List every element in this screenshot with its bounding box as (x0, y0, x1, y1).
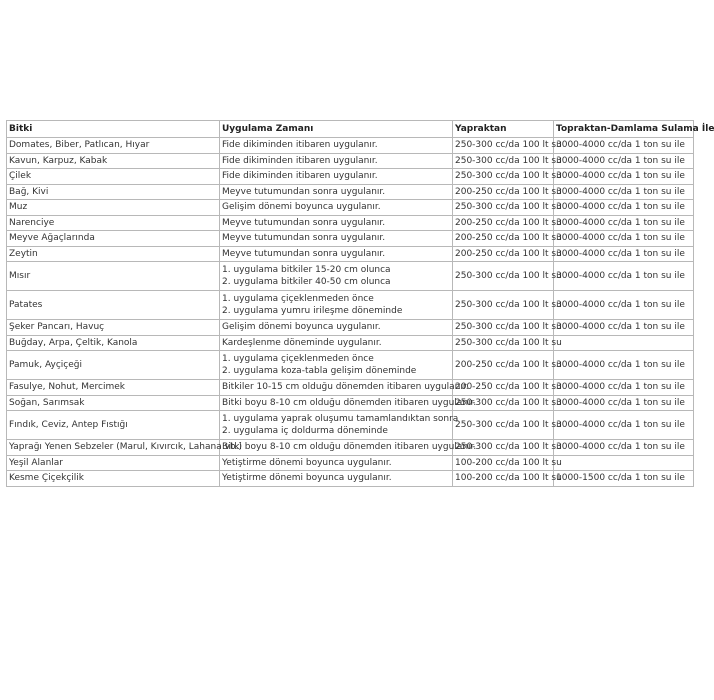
cell-yapraktan: 250-300 cc/da 100 lt su (453, 153, 554, 169)
cell-uygulama-zamani (220, 231, 453, 247)
table-row (7, 262, 694, 291)
cell-uygulama-zamani (220, 455, 453, 471)
cell-topraktan: 3000-4000 cc/da 1 ton su ile (554, 291, 694, 320)
table-row (7, 455, 694, 471)
cell-uygulama-zamani-line: 2. uygulama iç doldurma döneminde (222, 426, 388, 436)
cell-yapraktan: 250-300 cc/da 100 lt su (453, 320, 554, 336)
cell-topraktan: 3000-4000 cc/da 1 ton su ile (554, 440, 694, 456)
cell-topraktan: 3000-4000 cc/da 1 ton su ile (554, 380, 694, 396)
cell-topraktan (554, 335, 694, 351)
cell-bitki: Fasulye, Nohut, Mercimek (7, 380, 220, 396)
cell-topraktan: 3000-4000 cc/da 1 ton su ile (554, 169, 694, 185)
cell-bitki: Muz (7, 200, 220, 216)
cell-uygulama-zamani-line: Fide dikiminden itibaren uygulanır. (222, 155, 378, 166)
cell-yapraktan: 200-250 cc/da 100 lt su (453, 380, 554, 396)
cell-uygulama-zamani (220, 169, 453, 185)
cell-uygulama-zamani-line: Yetiştirme dönemi boyunca uygulanır. (222, 473, 392, 484)
header-yapraktan: Yapraktan (453, 121, 554, 138)
cell-yapraktan: 250-300 cc/da 100 lt su (453, 200, 554, 216)
cell-topraktan: 3000-4000 cc/da 1 ton su ile (554, 246, 694, 262)
cell-yapraktan: 200-250 cc/da 100 lt su (453, 231, 554, 247)
cell-uygulama-zamani-line: 2. uygulama koza-tabla gelişim döneminde (222, 366, 417, 376)
cell-uygulama-zamani-line: Fide dikiminden itibaren uygulanır. (222, 171, 378, 182)
table-row (7, 411, 694, 440)
cell-topraktan: 3000-4000 cc/da 1 ton su ile (554, 231, 694, 247)
cell-uygulama-zamani (220, 320, 453, 336)
cell-bitki: Bağ, Kivi (7, 184, 220, 200)
cell-yapraktan: 100-200 cc/da 100 lt su (453, 455, 554, 471)
cell-uygulama-zamani-line: Bitkiler 10-15 cm olduğu dönemden itibaren uygulanır. (222, 382, 469, 393)
cell-uygulama-zamani (220, 351, 453, 380)
cell-topraktan: 3000-4000 cc/da 1 ton su ile (554, 200, 694, 216)
cell-yapraktan: 200-250 cc/da 100 lt su (453, 184, 554, 200)
cell-uygulama-zamani-line: Gelişim dönemi boyunca uygulanır. (222, 322, 381, 333)
cell-yapraktan: 250-300 cc/da 100 lt su (453, 411, 554, 440)
cell-uygulama-zamani (220, 138, 453, 154)
cell-uygulama-zamani-line: Gelişim dönemi boyunca uygulanır. (222, 202, 381, 213)
cell-uygulama-zamani (220, 411, 459, 440)
table-row (7, 246, 694, 262)
cell-uygulama-zamani (220, 440, 477, 456)
cell-bitki: Yaprağı Yenen Sebzeler (Marul, Kıvırcık, Lahana vb.) (7, 440, 220, 456)
cell-bitki: Mısır (7, 262, 220, 291)
cell-bitki: Domates, Biber, Patlıcan, Hıyar (7, 138, 220, 154)
cell-topraktan: 3000-4000 cc/da 1 ton su ile (554, 395, 694, 411)
table-row (7, 200, 694, 216)
cell-uygulama-zamani (220, 471, 453, 487)
cell-bitki: Buğday, Arpa, Çeltik, Kanola (7, 335, 220, 351)
table-header-row (7, 121, 694, 138)
cell-yapraktan: 100-200 cc/da 100 lt su (453, 471, 554, 487)
cell-uygulama-zamani (220, 153, 453, 169)
cell-yapraktan: 250-300 cc/da 100 lt su (453, 335, 554, 351)
cell-bitki: Şeker Pancarı, Havuç (7, 320, 220, 336)
header-bitki: Bitki (7, 121, 220, 138)
cell-topraktan (554, 455, 694, 471)
cell-topraktan: 3000-4000 cc/da 1 ton su ile (554, 320, 694, 336)
cell-topraktan: 3000-4000 cc/da 1 ton su ile (554, 411, 694, 440)
table-row (7, 184, 694, 200)
table-row (7, 335, 694, 351)
table-row (7, 215, 694, 231)
table-row (7, 231, 694, 247)
cell-bitki: Çilek (7, 169, 220, 185)
table-row (7, 351, 694, 380)
cell-yapraktan: 200-250 cc/da 100 lt su (453, 246, 554, 262)
table-row (7, 320, 694, 336)
cell-uygulama-zamani-line: 1. uygulama bitkiler 15-20 cm olunca (222, 265, 391, 275)
cell-yapraktan: 250-300 cc/da 100 lt su (453, 440, 554, 456)
table-row (7, 291, 694, 320)
cell-uygulama-zamani (220, 291, 453, 320)
cell-topraktan: 3000-4000 cc/da 1 ton su ile (554, 153, 694, 169)
application-table (6, 120, 714, 487)
cell-yapraktan: 250-300 cc/da 100 lt su (453, 262, 554, 291)
cell-yapraktan: 200-250 cc/da 100 lt su (453, 215, 554, 231)
cell-bitki: Zeytin (7, 246, 220, 262)
cell-yapraktan: 250-300 cc/da 100 lt su (453, 138, 554, 154)
cell-uygulama-zamani-line: Kardeşlenme döneminde uygulanır. (222, 337, 382, 348)
cell-uygulama-zamani (220, 215, 453, 231)
cell-bitki: Meyve Ağaçlarında (7, 231, 220, 247)
table-row (7, 138, 694, 154)
cell-yapraktan: 250-300 cc/da 100 lt su (453, 169, 554, 185)
cell-uygulama-zamani-line: Meyve tutumundan sonra uygulanır. (222, 248, 386, 259)
table-row (7, 169, 694, 185)
cell-yapraktan: 250-300 cc/da 100 lt su (453, 291, 554, 320)
cell-topraktan: 3000-4000 cc/da 1 ton su ile (554, 184, 694, 200)
cell-uygulama-zamani (220, 184, 453, 200)
header-topraktan: Topraktan-Damlama Sulama İle (554, 121, 694, 138)
cell-yapraktan: 200-250 cc/da 100 lt su (453, 351, 554, 380)
cell-uygulama-zamani-line: Bitki boyu 8-10 cm olduğu dönemden itibaren uygulanır. (222, 442, 477, 453)
cell-bitki: Kavun, Karpuz, Kabak (7, 153, 220, 169)
cell-uygulama-zamani-line: Meyve tutumundan sonra uygulanır. (222, 233, 386, 244)
cell-bitki: Yeşil Alanlar (7, 455, 220, 471)
cell-topraktan: 3000-4000 cc/da 1 ton su ile (554, 262, 694, 291)
cell-bitki: Kesme Çiçekçilik (7, 471, 220, 487)
cell-bitki: Pamuk, Ayçiçeği (7, 351, 220, 380)
table-row (7, 471, 694, 487)
cell-uygulama-zamani-line: 1. uygulama çiçeklenmeden önce (222, 294, 374, 304)
table-row (7, 380, 694, 396)
table-row (7, 153, 694, 169)
cell-uygulama-zamani-line: Bitki boyu 8-10 cm olduğu dönemden itibaren uygulanır. (222, 397, 477, 408)
cell-uygulama-zamani (220, 262, 453, 291)
cell-uygulama-zamani-line: Fide dikiminden itibaren uygulanır. (222, 140, 378, 151)
cell-bitki: Fındık, Ceviz, Antep Fıstığı (7, 411, 220, 440)
cell-uygulama-zamani (220, 335, 453, 351)
cell-bitki: Narenciye (7, 215, 220, 231)
header-uygulama-zamani: Uygulama Zamanı (220, 121, 453, 138)
table-row (7, 395, 694, 411)
cell-uygulama-zamani (220, 380, 469, 396)
cell-uygulama-zamani (220, 395, 477, 411)
cell-topraktan: 3000-4000 cc/da 1 ton su ile (554, 215, 694, 231)
cell-uygulama-zamani-line: 2. uygulama bitkiler 40-50 cm olunca (222, 277, 391, 287)
cell-topraktan: 3000-4000 cc/da 1 ton su ile (554, 351, 694, 380)
cell-bitki: Soğan, Sarımsak (7, 395, 220, 411)
table-row (7, 440, 694, 456)
cell-uygulama-zamani-line: Yetiştirme dönemi boyunca uygulanır. (222, 457, 392, 468)
cell-uygulama-zamani-line: 2. uygulama yumru irileşme döneminde (222, 306, 403, 316)
cell-uygulama-zamani (220, 246, 453, 262)
cell-topraktan: 1000-1500 cc/da 1 ton su ile (554, 471, 694, 487)
cell-topraktan: 3000-4000 cc/da 1 ton su ile (554, 138, 694, 154)
cell-uygulama-zamani-line: Meyve tutumundan sonra uygulanır. (222, 217, 386, 228)
cell-uygulama-zamani-line: Meyve tutumundan sonra uygulanır. (222, 186, 386, 197)
cell-yapraktan: 250-300 cc/da 100 lt su (453, 395, 554, 411)
cell-uygulama-zamani-line: 1. uygulama yaprak oluşumu tamamlandıktan sonra (222, 414, 459, 424)
cell-uygulama-zamani (220, 200, 453, 216)
cell-bitki: Patates (7, 291, 220, 320)
table-body (7, 138, 694, 487)
cell-uygulama-zamani-line: 1. uygulama çiçeklenmeden önce (222, 354, 374, 364)
